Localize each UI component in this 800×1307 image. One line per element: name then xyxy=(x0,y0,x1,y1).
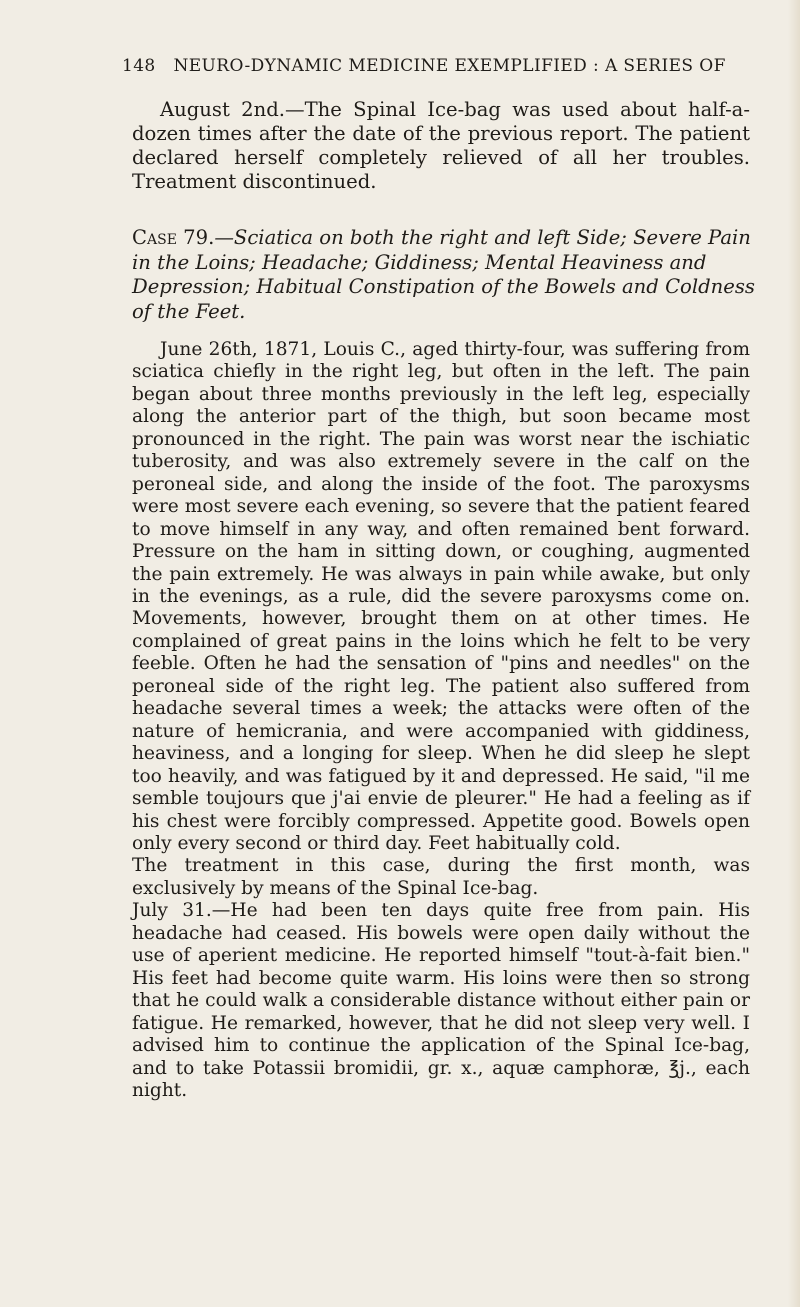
paragraph-treatment: The treatment in this case, during the first month, was exclusively by means of the Spinal Ice-bag. xyxy=(132,855,750,899)
paragraph-case-history: June 26th, 1871, Louis C., aged thirty-four, was suffering from sciatica chiefly in the right leg, but often in the left. The pain began about three months previously in the left leg, especially along the anterior part of the thigh, but soon became most pronounced in the right. The pain was worst near the ischiatic tuberosity, and was also extremely severe in the calf on the peroneal side, and along the inside of the foot. The paroxysms were most severe each evening, so severe that the patient feared to move himself in any way, and often remained bent forward. Pressure on the ham in sitting down, or coughing, augmented the pain extremely. He was always in pain while awake, but only in the evenings, as a rule, did the severe paroxysms come on. Movements, however, brought them on at other times. He complained of great pains in the loins which he felt to be very feeble. Often he had the sensation of "pins and needles" on the peroneal side of the right leg. The patient also suffered from headache several times a week; the attacks were often of the nature of hemicrania, and were accompanied with giddiness, heaviness, and a longing for sleep. When he did sleep he slept too heavily, and was fatigued by it and depressed. He said, "il me semble toujours que j'ai envie de pleurer." He had a feeling as if his chest were forcibly compressed. Appetite good. Bowels open only every second or third day. Feet habitually cold. xyxy=(132,339,750,854)
case-label: Case 79. xyxy=(132,226,215,249)
page-edge-shadow xyxy=(788,0,800,1307)
paragraph-august-report: August 2nd.—The Spinal Ice-bag was used about half-a-dozen times after the date of the previous report. The patient declared herself completely relieved of all her troubles. Treatment discontinued. xyxy=(132,98,750,193)
running-title: NEURO-DYNAMIC MEDICINE EXEMPLIFIED : A SERIES OF xyxy=(173,56,726,76)
case-heading xyxy=(132,226,758,324)
running-header xyxy=(122,56,762,76)
case-title: —Sciatica on both the right and left Side; Severe Pain in the Loins; Headache; Giddiness; Mental Heaviness and Depression; Habitual Constipation of the Bowels and Coldness of the Feet. xyxy=(132,226,755,323)
page-number: 148 xyxy=(122,56,156,76)
case-body xyxy=(132,339,750,1102)
paragraph-july-report: July 31.—He had been ten days quite free from pain. His headache had ceased. His bowels were open daily without the use of aperient medicine. He reported himself "tout-à-fait bien." His feet had become quite warm. His loins were then so strong that he could walk a considerable distance without either pain or fatigue. He remarked, however, that he did not sleep very well. I advised him to continue the application of the Spinal Ice-bag, and to take Potassii bromidii, gr. x., aquæ camphoræ, ℥j., each night. xyxy=(132,900,750,1101)
opening-paragraph-block xyxy=(132,98,750,194)
